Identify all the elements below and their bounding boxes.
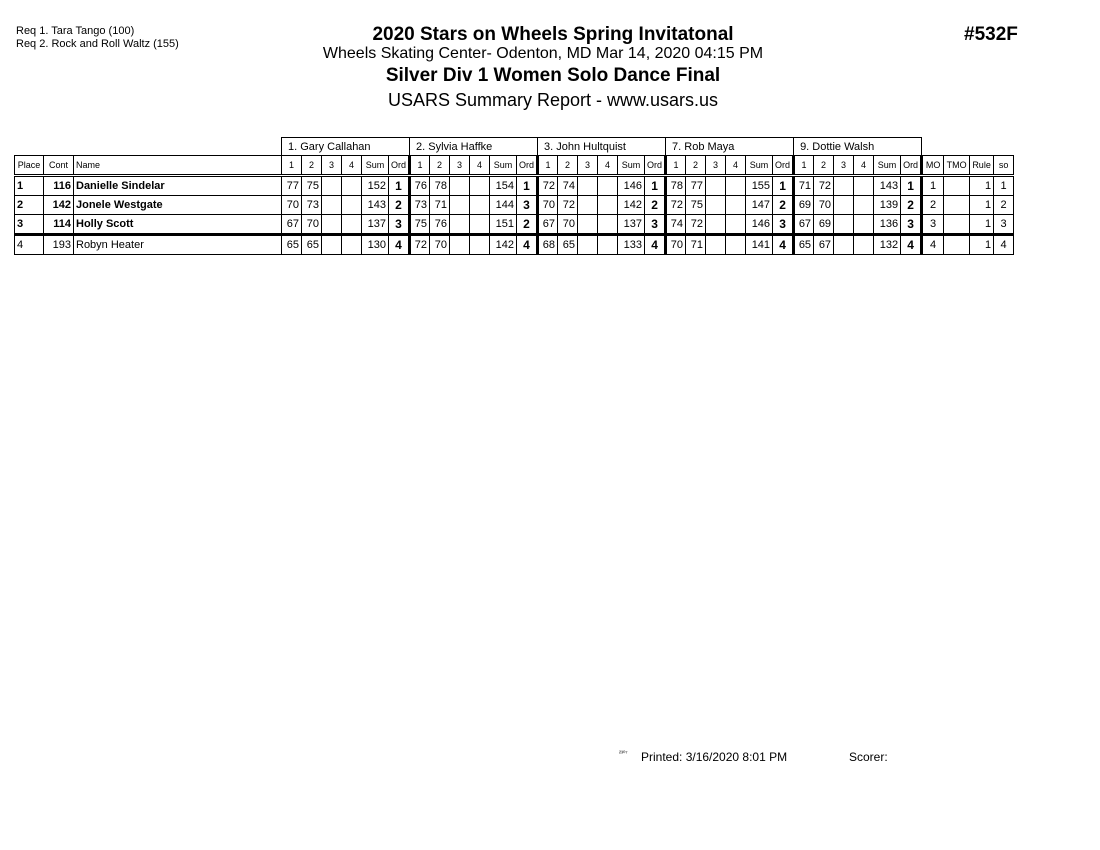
tmo-cell (944, 176, 970, 196)
judge-header-row (15, 138, 1014, 156)
col-header-judge-4: 4 (854, 156, 874, 176)
judge-score-cell (706, 196, 726, 215)
judge-score-cell: 74 (558, 176, 578, 196)
judge-score-cell: 78 (430, 176, 450, 196)
rule-cell: 1 (970, 235, 994, 255)
judge-score-cell (706, 215, 726, 235)
col-header-judge-2: 2 (302, 156, 322, 176)
col-header-judge-1: 1 (538, 156, 558, 176)
judge-score-cell: 70 (282, 196, 302, 215)
judge-ordinal-cell: 3 (773, 215, 794, 235)
judge-score-cell (834, 235, 854, 255)
judge-score-cell: 75 (686, 196, 706, 215)
judge-score-cell: 76 (430, 215, 450, 235)
judge-score-cell (834, 196, 854, 215)
judge-sum-cell: 136 (874, 215, 901, 235)
judge-score-cell: 69 (794, 196, 814, 215)
judge-score-cell: 72 (686, 215, 706, 235)
col-header-judge-ord: Ord (517, 156, 538, 176)
col-header-judge-sum: Sum (490, 156, 517, 176)
col-header-judge-ord: Ord (645, 156, 666, 176)
contestant-number-cell: 142 (44, 196, 74, 215)
judge-ordinal-cell: 4 (645, 235, 666, 255)
judge-ordinal-cell: 1 (389, 176, 410, 196)
judge-sum-cell: 147 (746, 196, 773, 215)
tmo-cell (944, 235, 970, 255)
col-header-judge-4: 4 (726, 156, 746, 176)
judge-ordinal-cell: 1 (645, 176, 666, 196)
judge-sum-cell: 143 (362, 196, 389, 215)
judge-sum-cell: 137 (618, 215, 645, 235)
judge-score-cell: 69 (814, 215, 834, 235)
judge-sum-cell: 142 (490, 235, 517, 255)
judge-score-cell: 70 (302, 215, 322, 235)
skater-name-cell: Robyn Heater (74, 235, 282, 255)
judge-score-cell: 67 (794, 215, 814, 235)
judge-score-cell (578, 235, 598, 255)
judge-score-cell: 75 (410, 215, 430, 235)
judge-score-cell (706, 176, 726, 196)
scorer-label: Scorer: (849, 750, 888, 764)
judge-sum-cell: 155 (746, 176, 773, 196)
col-header-rule: Rule (970, 156, 994, 176)
result-row (15, 176, 1014, 196)
judge-score-cell (322, 215, 342, 235)
judge-score-cell (834, 215, 854, 235)
judge-score-cell (854, 176, 874, 196)
judge-name: 7. Rob Maya (666, 138, 794, 156)
judge-sum-cell: 141 (746, 235, 773, 255)
judge-score-cell (706, 235, 726, 255)
judge-sum-cell: 151 (490, 215, 517, 235)
judge-header-spacer (922, 138, 1014, 156)
skater-name-cell: Jonele Westgate (74, 196, 282, 215)
judge-score-cell (450, 215, 470, 235)
rule-cell: 1 (970, 176, 994, 196)
col-header-judge-2: 2 (430, 156, 450, 176)
judge-score-cell: 72 (558, 196, 578, 215)
judge-name: 9. Dottie Walsh (794, 138, 922, 156)
col-header-judge-1: 1 (410, 156, 430, 176)
col-header-judge-sum: Sum (874, 156, 901, 176)
judge-score-cell: 74 (666, 215, 686, 235)
judge-score-cell: 73 (410, 196, 430, 215)
mo-cell: 1 (922, 176, 944, 196)
so-cell: 2 (994, 196, 1014, 215)
tmo-cell (944, 196, 970, 215)
judge-score-cell: 73 (302, 196, 322, 215)
requirement-2: Req 2. Rock and Roll Waltz (155) (16, 38, 179, 50)
judge-score-cell: 78 (666, 176, 686, 196)
judge-score-cell: 75 (302, 176, 322, 196)
place-cell: 2 (15, 196, 44, 215)
col-header-judge-sum: Sum (618, 156, 645, 176)
judge-score-cell (342, 196, 362, 215)
judge-score-cell: 77 (282, 176, 302, 196)
col-header-judge-4: 4 (470, 156, 490, 176)
col-header-judge-1: 1 (794, 156, 814, 176)
judge-score-cell (342, 215, 362, 235)
judge-sum-cell: 133 (618, 235, 645, 255)
judge-ordinal-cell: 4 (517, 235, 538, 255)
judge-score-cell (598, 215, 618, 235)
judge-ordinal-cell: 4 (901, 235, 922, 255)
judge-score-cell: 70 (666, 235, 686, 255)
judge-sum-cell: 146 (746, 215, 773, 235)
judge-score-cell (342, 235, 362, 255)
judge-score-cell (854, 196, 874, 215)
judge-ordinal-cell: 4 (389, 235, 410, 255)
judge-score-cell (450, 196, 470, 215)
judge-ordinal-cell: 3 (389, 215, 410, 235)
judge-sum-cell: 154 (490, 176, 517, 196)
judge-sum-cell: 144 (490, 196, 517, 215)
col-header-cont: Cont (44, 156, 74, 176)
col-header-judge-4: 4 (342, 156, 362, 176)
col-header-name: Name (74, 156, 282, 176)
judge-score-cell: 70 (538, 196, 558, 215)
col-header-place: Place (15, 156, 44, 176)
event-number: #532F (964, 24, 1018, 45)
judge-score-cell (726, 235, 746, 255)
col-header-judge-ord: Ord (901, 156, 922, 176)
judge-score-cell: 71 (430, 196, 450, 215)
judge-ordinal-cell: 2 (901, 196, 922, 215)
judge-ordinal-cell: 2 (389, 196, 410, 215)
judge-sum-cell: 137 (362, 215, 389, 235)
judge-ordinal-cell: 1 (901, 176, 922, 196)
judge-score-cell (578, 215, 598, 235)
judge-score-cell: 65 (558, 235, 578, 255)
judge-score-cell: 70 (814, 196, 834, 215)
judge-sum-cell: 152 (362, 176, 389, 196)
col-header-judge-1: 1 (666, 156, 686, 176)
tmo-cell (944, 215, 970, 235)
judge-score-cell (726, 176, 746, 196)
judge-score-cell: 72 (814, 176, 834, 196)
footer-code: ²³⁰⁷ (619, 751, 628, 757)
judge-score-cell (322, 176, 342, 196)
judge-name: 1. Gary Callahan (282, 138, 410, 156)
results-table (14, 137, 1014, 255)
judge-score-cell: 65 (282, 235, 302, 255)
judge-score-cell: 67 (538, 215, 558, 235)
competition-title: 2020 Stars on Wheels Spring Invitatonal (372, 24, 734, 45)
requirement-1: Req 1. Tara Tango (100) (16, 25, 135, 37)
col-header-judge-3: 3 (834, 156, 854, 176)
judge-score-cell (834, 176, 854, 196)
place-cell: 3 (15, 215, 44, 235)
judge-ordinal-cell: 3 (645, 215, 666, 235)
judge-score-cell (598, 235, 618, 255)
place-cell: 1 (15, 176, 44, 196)
column-header-row (15, 156, 1014, 176)
judge-score-cell: 72 (666, 196, 686, 215)
judge-score-cell (598, 196, 618, 215)
col-header-judge-4: 4 (598, 156, 618, 176)
venue-datetime: Wheels Skating Center- Odenton, MD Mar 14, 2020 04:15 PM (322, 45, 764, 62)
skater-name-cell: Danielle Sindelar (74, 176, 282, 196)
col-header-tmo: TMO (944, 156, 970, 176)
judge-score-cell: 65 (302, 235, 322, 255)
judge-score-cell (322, 196, 342, 215)
judge-name: 3. John Hultquist (538, 138, 666, 156)
event-title: Silver Div 1 Women Solo Dance Final (385, 65, 721, 86)
skater-name-cell: Holly Scott (74, 215, 282, 235)
contestant-number-cell: 116 (44, 176, 74, 196)
col-header-judge-2: 2 (686, 156, 706, 176)
judge-ordinal-cell: 1 (773, 176, 794, 196)
judge-ordinal-cell: 4 (773, 235, 794, 255)
col-header-judge-ord: Ord (773, 156, 794, 176)
col-header-judge-3: 3 (578, 156, 598, 176)
col-header-judge-2: 2 (814, 156, 834, 176)
judge-header-spacer (15, 138, 282, 156)
rule-cell: 1 (970, 196, 994, 215)
judge-score-cell (470, 196, 490, 215)
col-header-judge-3: 3 (450, 156, 470, 176)
judge-ordinal-cell: 2 (645, 196, 666, 215)
judge-score-cell (854, 215, 874, 235)
judge-score-cell (322, 235, 342, 255)
judge-sum-cell: 142 (618, 196, 645, 215)
judge-score-cell (578, 176, 598, 196)
judge-score-cell (342, 176, 362, 196)
contestant-number-cell: 193 (44, 235, 74, 255)
mo-cell: 4 (922, 235, 944, 255)
judge-name: 2. Sylvia Haffke (410, 138, 538, 156)
judge-score-cell: 76 (410, 176, 430, 196)
judge-sum-cell: 143 (874, 176, 901, 196)
col-header-judge-2: 2 (558, 156, 578, 176)
judge-score-cell: 70 (430, 235, 450, 255)
judge-score-cell (854, 235, 874, 255)
col-header-judge-1: 1 (282, 156, 302, 176)
col-header-judge-sum: Sum (746, 156, 773, 176)
mo-cell: 2 (922, 196, 944, 215)
col-header-judge-3: 3 (706, 156, 726, 176)
mo-cell: 3 (922, 215, 944, 235)
result-row (15, 235, 1014, 255)
judge-score-cell: 71 (794, 176, 814, 196)
judge-score-cell: 72 (538, 176, 558, 196)
judge-sum-cell: 146 (618, 176, 645, 196)
judge-score-cell: 71 (686, 235, 706, 255)
judge-score-cell: 65 (794, 235, 814, 255)
col-header-so: so (994, 156, 1014, 176)
place-cell: 4 (15, 235, 44, 255)
judge-sum-cell: 139 (874, 196, 901, 215)
judge-sum-cell: 132 (874, 235, 901, 255)
judge-ordinal-cell: 3 (517, 196, 538, 215)
col-header-judge-sum: Sum (362, 156, 389, 176)
judge-score-cell: 67 (282, 215, 302, 235)
judge-score-cell (450, 176, 470, 196)
judge-score-cell: 68 (538, 235, 558, 255)
col-header-mo: MO (922, 156, 944, 176)
so-cell: 1 (994, 176, 1014, 196)
judge-ordinal-cell: 2 (517, 215, 538, 235)
judge-ordinal-cell: 3 (901, 215, 922, 235)
rule-cell: 1 (970, 215, 994, 235)
judge-ordinal-cell: 1 (517, 176, 538, 196)
col-header-judge-3: 3 (322, 156, 342, 176)
judge-score-cell (598, 176, 618, 196)
printed-timestamp: Printed: 3/16/2020 8:01 PM (641, 750, 788, 764)
judge-score-cell: 77 (686, 176, 706, 196)
judge-score-cell (726, 196, 746, 215)
judge-score-cell: 70 (558, 215, 578, 235)
result-row (15, 196, 1014, 215)
judge-score-cell: 72 (410, 235, 430, 255)
judge-score-cell (470, 215, 490, 235)
judge-ordinal-cell: 2 (773, 196, 794, 215)
judge-sum-cell: 130 (362, 235, 389, 255)
result-row (15, 215, 1014, 235)
report-title: USARS Summary Report - www.usars.us (387, 90, 719, 110)
judge-score-cell: 67 (814, 235, 834, 255)
judge-score-cell (470, 235, 490, 255)
judge-score-cell (726, 215, 746, 235)
judge-score-cell (450, 235, 470, 255)
judge-score-cell (470, 176, 490, 196)
contestant-number-cell: 114 (44, 215, 74, 235)
so-cell: 3 (994, 215, 1014, 235)
col-header-judge-ord: Ord (389, 156, 410, 176)
judge-score-cell (578, 196, 598, 215)
so-cell: 4 (994, 235, 1014, 255)
